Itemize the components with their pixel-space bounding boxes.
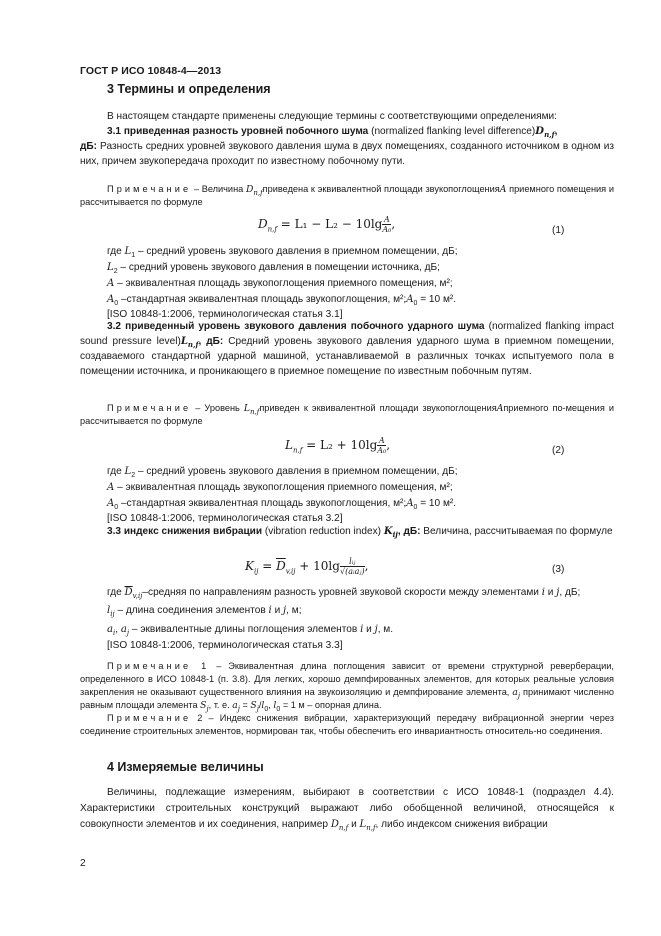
- equation-3: $K_{ij} = \overline{D}_{v,ij} + 10\lg$ $\frac{\text{lᵢⱼ}}{\text{√(aᵢaⱼ)}}$ ,: [245, 557, 369, 576]
- note-text: приемного по-мещения и рассчитывается по формуле: [80, 403, 614, 426]
- equation-1-denominator: A₀: [382, 225, 392, 234]
- where-text: – эквивалентная площадь звукопоглощения приемного помещения, м²;: [117, 278, 453, 289]
- note-text: – Величина: [193, 184, 246, 194]
- reference-3-1: [ISO 10848-1:2006, терминологическая статья 3.1]: [107, 309, 343, 320]
- where-1-line-2: $L_2$ – средний уровень звукового давления в помещении источника, дБ;: [107, 262, 440, 276]
- equation-2-body: = L₂ + 10lg: [306, 438, 378, 452]
- note-text: приведен к эквивалентной площади звукопоглощения: [259, 403, 497, 413]
- where-3-line-2: $l_{ij}$ – длина соединения элементов i и j, м;: [107, 605, 302, 619]
- note-label: Примечание: [107, 184, 192, 194]
- note-text: – Уровень: [195, 403, 244, 413]
- where-text: –средняя по направлениям разность уровней звуковой скорости между элементами: [142, 587, 539, 598]
- where-text: –стандартная эквивалентная площадь звукопоглощения, м²;: [121, 498, 407, 509]
- equation-2-number: (2): [552, 445, 565, 456]
- where-3-line-3: $a_i$, $a_j$ – эквивалентные длины поглощения элементов i и j, м.: [107, 624, 394, 638]
- equation-2: $L_{n,f} = L_2 + 10\lg$ $\frac{A}{\text{A₀}}$ ,: [285, 436, 391, 455]
- where-text: – эквивалентные длины поглощения элементов: [131, 624, 358, 635]
- note-label: Примечание: [107, 713, 192, 723]
- note-text: 2 – Индекс снижения вибрации, характеризующий передачу вибрационной энергии через соединение строительных элементов, нормирован так, чтобы обеспечить его инвариантность относитель-но соединения.: [80, 713, 614, 736]
- where-word: где: [107, 587, 122, 598]
- note-text: – Эквивалентная длина поглощения зависит от времени структурной реверберации, определенного в ИСО 10848-1 (п. 3.8). Для легких, хорошо демпфированных элементов, для которых реальные условия закрепления не оказывают существенного влияния на звукоизоляцию и демпфирование элемента,: [80, 661, 614, 697]
- section-4-text: и: [351, 819, 357, 830]
- note-3-3-2: [80, 712, 614, 738]
- where-text: – средний уровень звукового давления в приемном помещении, дБ;: [137, 466, 458, 477]
- term-3-1-symbol: D: [535, 126, 545, 137]
- term-3-3: 3.3 индекс снижения вибрации (vibration reduction index) $K_{ij}$, дБ: Величина, рассчитываемая по формуле: [107, 526, 613, 540]
- note-text: = 1 м – опорная длина.: [282, 700, 382, 710]
- equation-2-denominator: A₀: [377, 446, 387, 455]
- where-1-line-1: где $L_1$ – средний уровень звукового давления в приемном помещении, дБ;: [107, 246, 458, 260]
- term-3-3-definition: Величина, рассчитываемая по формуле: [420, 526, 613, 537]
- note-text: принимают численно равным площади элемента: [80, 687, 615, 710]
- where-text: и: [366, 624, 372, 635]
- section-3-title: 3 Термины и определения: [107, 82, 271, 96]
- term-3-3-english: (vibration reduction index): [262, 526, 382, 537]
- where-text: , м;: [286, 605, 302, 616]
- section-3-intro: В настоящем стандарте применены следующие термины с соответствующими определениями:: [107, 111, 557, 122]
- where-text: и: [274, 605, 281, 616]
- term-3-1-unit: дБ:: [80, 141, 98, 152]
- term-3-1-heading: 3.1 приведенная разность уровней побочного шума: [107, 126, 369, 137]
- standard-header: ГОСТ Р ИСО 10848-4—2013: [80, 65, 222, 77]
- term-3-2-unit: дБ:: [206, 336, 224, 347]
- note-label: Примечание 1: [107, 661, 210, 671]
- where-text: – эквивалентная площадь звукопоглощения приемного помещения, м²;: [117, 482, 453, 493]
- term-3-1-subscript: n,f: [544, 130, 555, 140]
- equation-1-body: = L₁ − L₂ − 10lg: [280, 217, 383, 231]
- note-text: приведена к эквивалентной площади звукопоглощения: [262, 184, 500, 194]
- where-text: – средний уровень звукового давления в приемном помещении, дБ;: [137, 246, 458, 257]
- term-3-2-definition: Средний уровень звукового давления ударного шума в приемном помещении, создаваемого стандартной ударной машиной, устанавливаемой в различных точках испытуемого пола в помещении источника, и проникающего в приемное помещение по известным побочным путям.: [80, 336, 614, 377]
- equation-2-numerator: A: [378, 436, 385, 445]
- equation-3-numerator: lᵢⱼ: [349, 557, 356, 566]
- equation-3-denominator: √(aᵢaⱼ): [339, 567, 365, 576]
- note-3-3-1: Примечание 1 – Эквивалентная длина поглощения зависит от времени структурной реверберации, определенного в ИСО 10848-1 (п. 3.8). Для легких, хорошо демпфированных элементов, для которых реальные условия закрепления не оказывают существенного влияния на звукоизоляцию и демпфирование элемента, $a_j$ принимают численно равным площади элемента $S_j$, т. е. $a_j = S_j/l_0$, $l_0 = 1$ м – опорная длина.: [80, 661, 615, 713]
- term-3-2-symbol: L: [180, 336, 188, 347]
- section-4-title: 4 Измеряемые величины: [107, 760, 264, 774]
- term-3-1: 3.1 приведенная разность уровней побочного шума (normalized flanking level $difference)D_{n,f}$, дБ: Разность средних уровней звукового давления шума в двух помещениях, созданного источником в одном из них, причем звукопередача проходит по известному побочному пути.: [80, 126, 614, 167]
- note-text: , т. е.: [208, 700, 230, 710]
- term-3-3-symbol: K: [383, 526, 393, 537]
- equation-1-number: (1): [552, 225, 565, 236]
- term-3-2-heading: 3.2 приведенный уровень звукового давления побочного ударного шума: [107, 321, 485, 332]
- note-text: приемного помещения и рассчитывается по формуле: [80, 184, 614, 207]
- where-text: – длина соединения элементов: [117, 605, 266, 616]
- where-text: , м.: [377, 624, 394, 635]
- equation-1-numerator: A: [383, 215, 390, 224]
- where-text: – средний уровень звукового давления в помещении источника, дБ;: [120, 262, 440, 273]
- term-3-3-unit: дБ:: [403, 526, 421, 537]
- page-number: 2: [80, 858, 86, 869]
- equation-3-body: + 10lg: [299, 559, 340, 573]
- where-2-line-3: $A_0$ –стандартная эквивалентная площадь звукопоглощения, $м^2;A_0 = 10$ м².: [107, 498, 457, 512]
- where-word: где: [107, 466, 122, 477]
- where-1-line-3: A – эквивалентная площадь звукопоглощения приемного помещения, м²;: [107, 278, 453, 289]
- term-3-1-definition: Разность средних уровней звукового давления шума в двух помещениях, созданного источником в одном из них, причем звукопередача проходит по известному побочному пути.: [80, 141, 614, 167]
- term-3-3-heading: 3.3 индекс снижения вибрации: [107, 526, 263, 537]
- where-2-line-2: A – эквивалентная площадь звукопоглощения приемного помещения, м²;: [107, 482, 453, 493]
- reference-3-3: [ISO 10848-1:2006, терминологическая статья 3.3]: [107, 640, 343, 651]
- where-text: и: [547, 587, 554, 598]
- reference-3-2: [ISO 10848-1:2006, терминологическая статья 3.2]: [107, 513, 343, 524]
- where-2-line-1: где $L_2$ – средний уровень звукового давления в приемном помещении, дБ;: [107, 466, 458, 480]
- where-text: = 10 м².: [420, 498, 457, 509]
- where-text: , дБ;: [559, 587, 581, 598]
- equation-1: $D_{n,f} = L_1 - L_2 - 10\lg$ $\frac{A}{\text{A₀}}$ ,: [258, 215, 396, 234]
- equation-3-number: (3): [552, 564, 565, 575]
- term-3-2: 3.2 приведенный уровень звукового давления побочного ударного шума (normalized flanking impact sound pressure $level)L_{n,f}$, дБ: Средний уровень звукового давления ударного шума в приемном помещении, создаваемого стандартной ударной машиной, устанавливаемой в различных точках испытуемого пола в помещении источника, и проникающего в приемное помещение по известным побочным путям.: [80, 321, 614, 377]
- where-word: где: [107, 246, 122, 257]
- section-4-text: , либо индексом снижения вибрации: [375, 819, 548, 830]
- where-1-line-4: $A_0$ –стандартная эквивалентная площадь звукопоглощения, $м^2;A_0 = 10$ м².: [107, 294, 457, 308]
- term-3-2-subscript: n,f: [187, 340, 199, 350]
- where-text: –стандартная эквивалентная площадь звукопоглощения, м²;: [121, 294, 407, 305]
- note-3-1: Примечание – Величина $D_{n,f}приведена$ к эквивалентной площади звукопоглощенияA приемного помещения и рассчитывается по формуле: [80, 184, 614, 207]
- section-4-paragraph: Величины, подлежащие измерениям, выбирают в соответствии с ИСО 10848-1 (подраздел 4.4). Характеристики строительных конструкций выражают либо обобщенной величиной, относящейся к совокупности элементов и их соединения, например $D_{n,f}$ и $L_{n,f}$, либо индексом снижения вибрации: [80, 787, 614, 833]
- term-3-3-subscript: ij: [392, 530, 398, 540]
- note-label: Примечание: [107, 403, 192, 413]
- section-4-text: Величины, подлежащие измерениям, выбирают в соответствии с ИСО 10848-1 (подраздел 4.4). Характеристики строительных конструкций выражают либо обобщенной величиной, относящейся к совокупности элементов и их соединения, например: [80, 787, 614, 830]
- where-3-line-1: где $\overline{D}_{v,ij}$–средняя по направлениям разность уровней звуковой скорости между элементами i и j, дБ;: [107, 587, 581, 601]
- where-text: = 10 м².: [420, 294, 457, 305]
- note-3-2: Примечание – Уровень $L_{n,f}приведен$ к эквивалентной площади звукопоглощенияAприемного по-мещения и рассчитывается по формуле: [80, 403, 614, 426]
- term-3-1-english: (normalized flanking level difference): [368, 126, 536, 137]
- term-3-2-english: (normalized flanking impact sound pressure level): [80, 321, 614, 347]
